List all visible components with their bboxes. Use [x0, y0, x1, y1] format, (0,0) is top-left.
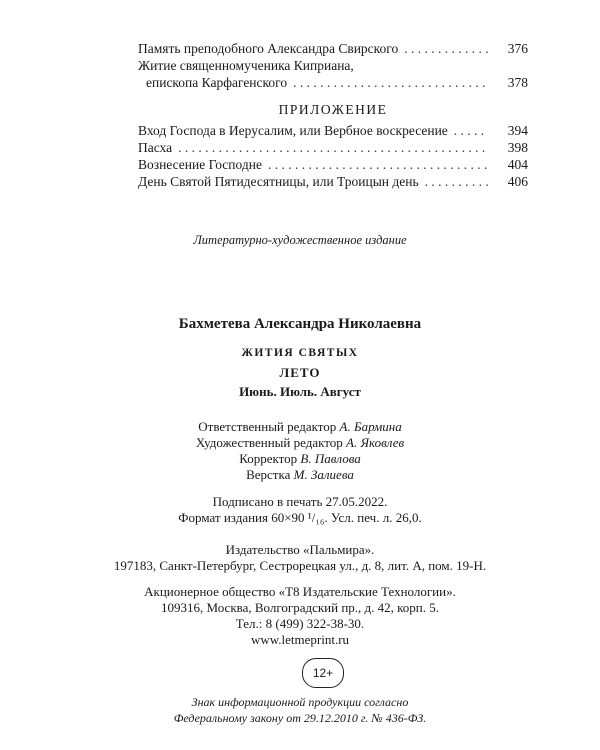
printer-address: 109316, Москва, Волгоградский пр., д. 42, корп. 5.: [160, 600, 440, 615]
toc-entry-page: 398: [507, 140, 528, 155]
edition-type: Литературно-художественное издание: [193, 233, 407, 247]
volume-title: ЛЕТО: [279, 365, 321, 380]
toc-entry: [138, 173, 528, 190]
volume-subtitle: Июнь. Июль. Август: [239, 384, 361, 399]
toc-entry-title: Вход Господа в Иерусалим, или Вербное воскресение: [138, 123, 448, 138]
toc-entry: [138, 139, 528, 156]
printer-block: [0, 584, 600, 648]
print-format: Формат издания 60×90 ¹/₁₆. Усл. печ. л. 26,0.: [178, 510, 422, 525]
credit-line: Верстка М. Залиева: [246, 467, 354, 482]
publisher-block: [0, 542, 600, 574]
series-title: ЖИТИЯ СВЯТЫХ: [241, 347, 359, 359]
toc-leader-dots: [268, 156, 488, 173]
credit-line: Ответственный редактор А. Бармина: [198, 419, 402, 434]
credit-line: Корректор В. Павлова: [239, 451, 361, 466]
toc-entry-page: 404: [507, 157, 528, 172]
toc-leader-dots: [404, 40, 488, 57]
toc-entry-title: Житие священномученика Киприана,: [138, 58, 354, 73]
toc-entry: [138, 40, 528, 57]
credit-line: Художественный редактор А. Яковлев: [195, 435, 405, 450]
table-of-contents: [138, 40, 528, 190]
print-details: [0, 494, 600, 526]
age-rating-badge: 12+: [302, 658, 344, 688]
notice-line: Федеральному закону от 29.12.2010 г. № 436-ФЗ.: [173, 711, 427, 725]
printer-phone: Тел.: 8 (499) 322-38-30.: [235, 616, 365, 631]
information-notice: [0, 694, 600, 726]
toc-entry-page: 376: [507, 41, 528, 56]
toc-leader-dots: [425, 173, 488, 190]
publisher-name: Издательство «Пальмира».: [225, 542, 375, 557]
toc-entry: [138, 122, 528, 139]
toc-leader-dots: [454, 122, 488, 139]
printer-name: Акционерное общество «Т8 Издательские Технологии».: [144, 584, 456, 599]
notice-line: Знак информационной продукции согласно: [191, 695, 409, 709]
publisher-address: 197183, Санкт-Петербург, Сестрорецкая ул., д. 8, лит. А, пом. 19-Н.: [113, 558, 487, 573]
toc-entry-title: Память преподобного Александра Свирского: [138, 41, 399, 56]
toc-entry-title: Пасха: [138, 140, 173, 155]
printer-website: www.letmeprint.ru: [250, 632, 350, 647]
toc-entry-page: 378: [507, 75, 528, 90]
author-name: Бахметева Александра Николаевна: [178, 316, 422, 332]
toc-entry: [138, 156, 528, 173]
toc-entry-page: 406: [507, 174, 528, 189]
toc-entry-title: День Святой Пятидесятницы, или Троицын день: [138, 174, 419, 189]
toc-entry: [138, 57, 528, 91]
toc-leader-dots: [293, 74, 488, 91]
toc-entry-title-continued: епископа Карфагенского: [146, 75, 288, 90]
toc-leader-dots: [178, 139, 488, 156]
signed-date: Подписано в печать 27.05.2022.: [212, 494, 388, 509]
toc-entry-title: Вознесение Господне: [138, 157, 262, 172]
appendix-heading: ПРИЛОЖЕНИЕ: [278, 102, 388, 117]
credits-block: [0, 419, 600, 483]
toc-entry-page: 394: [507, 123, 528, 138]
